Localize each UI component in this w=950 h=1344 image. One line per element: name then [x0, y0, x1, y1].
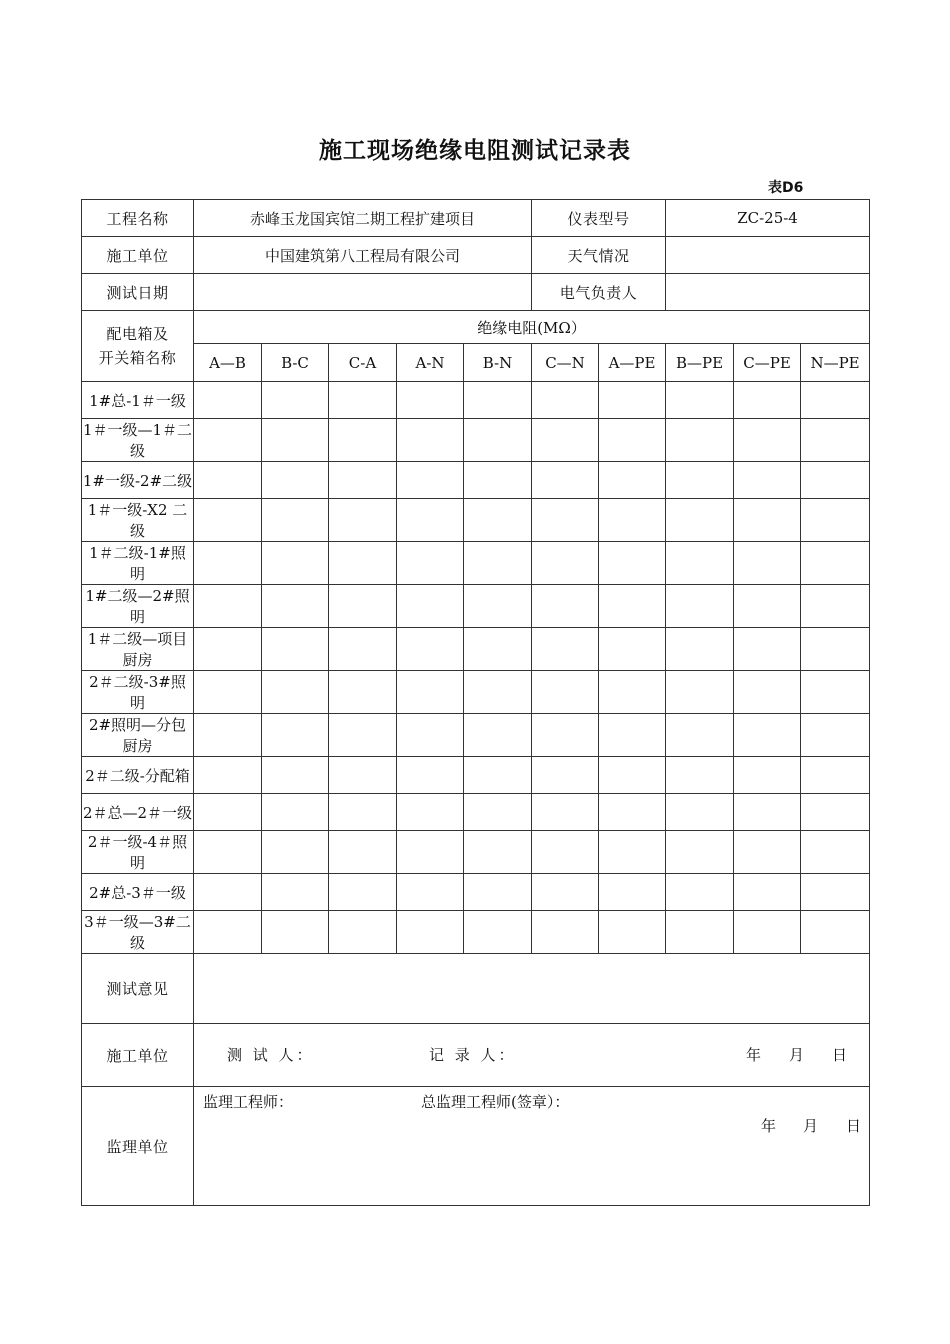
- resistance-cell[interactable]: [666, 542, 734, 585]
- resistance-cell[interactable]: [801, 419, 870, 462]
- resistance-cell[interactable]: [262, 911, 329, 954]
- resistance-cell[interactable]: [801, 874, 870, 911]
- construction-day: 日: [832, 1046, 848, 1064]
- test-date-row: [82, 274, 870, 311]
- resistance-header-row: [82, 311, 870, 344]
- resistance-cell[interactable]: [599, 714, 666, 757]
- resistance-cell[interactable]: [464, 831, 532, 874]
- resistance-cell[interactable]: [599, 831, 666, 874]
- box-name-cell: 2＃一级-4＃照明: [82, 831, 194, 874]
- resistance-cell[interactable]: [532, 419, 599, 462]
- box-name-cell: 1#一级-2#二级: [82, 462, 194, 499]
- col-header: A—PE: [599, 344, 666, 382]
- table-row: [82, 542, 870, 585]
- resistance-cell[interactable]: [599, 911, 666, 954]
- resistance-cell[interactable]: [532, 628, 599, 671]
- col-header: B—PE: [666, 344, 734, 382]
- resistance-cell[interactable]: [329, 714, 397, 757]
- resistance-cell[interactable]: [397, 382, 464, 419]
- resistance-cell[interactable]: [532, 671, 599, 714]
- resistance-cell[interactable]: [734, 794, 801, 831]
- box-name-cell: 1#总-1＃一级: [82, 382, 194, 419]
- resistance-cell[interactable]: [666, 874, 734, 911]
- resistance-cell[interactable]: [599, 499, 666, 542]
- resistance-cell[interactable]: [397, 757, 464, 794]
- construction-month: 月: [789, 1046, 805, 1064]
- resistance-cell[interactable]: [532, 757, 599, 794]
- box-name-header: [82, 311, 194, 382]
- electrical-lead-field[interactable]: [666, 274, 870, 311]
- resistance-cell[interactable]: [532, 874, 599, 911]
- resistance-cell[interactable]: [801, 911, 870, 954]
- resistance-cell[interactable]: [262, 585, 329, 628]
- resistance-cell[interactable]: [329, 911, 397, 954]
- resistance-cell[interactable]: [734, 757, 801, 794]
- box-name-cell: 1＃一级—1＃二级: [82, 419, 194, 462]
- col-header: C-A: [329, 344, 397, 382]
- resistance-cell[interactable]: [194, 542, 262, 585]
- resistance-cell[interactable]: [734, 542, 801, 585]
- table-row: [82, 382, 870, 419]
- construction-unit-label: 施工单位: [82, 237, 194, 274]
- resistance-cell[interactable]: [734, 831, 801, 874]
- resistance-cell[interactable]: [329, 462, 397, 499]
- resistance-cell[interactable]: [262, 757, 329, 794]
- resistance-cell[interactable]: [599, 462, 666, 499]
- resistance-cell[interactable]: [801, 794, 870, 831]
- project-name-field[interactable]: 赤峰玉龙国宾馆二期工程扩建项目: [194, 200, 532, 237]
- resistance-cell[interactable]: [666, 382, 734, 419]
- project-name-label: 工程名称: [82, 200, 194, 237]
- resistance-cell[interactable]: [329, 671, 397, 714]
- resistance-cell[interactable]: [194, 382, 262, 419]
- resistance-cell[interactable]: [262, 419, 329, 462]
- resistance-cell[interactable]: [194, 628, 262, 671]
- resistance-cell[interactable]: [464, 462, 532, 499]
- resistance-cell[interactable]: [194, 462, 262, 499]
- construction-unit-row: [82, 237, 870, 274]
- box-name-header-line2: 开关箱名称: [98, 349, 177, 367]
- resistance-cell[interactable]: [329, 542, 397, 585]
- resistance-cell[interactable]: [666, 499, 734, 542]
- resistance-cell[interactable]: [194, 874, 262, 911]
- box-name-cell: 1＃二级—项目厨房: [82, 628, 194, 671]
- construction-sign-label: 施工单位: [82, 1024, 194, 1087]
- resistance-cell[interactable]: [397, 628, 464, 671]
- resistance-cell[interactable]: [599, 419, 666, 462]
- resistance-cell[interactable]: [194, 671, 262, 714]
- resistance-cell[interactable]: [734, 585, 801, 628]
- resistance-cell[interactable]: [397, 794, 464, 831]
- test-date-label: 测试日期: [82, 274, 194, 311]
- construction-sign-field[interactable]: [194, 1024, 870, 1087]
- table-row: [82, 462, 870, 499]
- phase-header-row: [82, 344, 870, 382]
- table-row: [82, 714, 870, 757]
- resistance-cell[interactable]: [666, 462, 734, 499]
- resistance-cell[interactable]: [734, 911, 801, 954]
- resistance-cell[interactable]: [801, 499, 870, 542]
- box-name-cell: 2#总-3＃一级: [82, 874, 194, 911]
- supervising-engineer-label: 监理工程师：: [203, 1093, 294, 1111]
- resistance-cell[interactable]: [532, 382, 599, 419]
- resistance-cell[interactable]: [397, 911, 464, 954]
- resistance-cell[interactable]: [397, 671, 464, 714]
- box-name-cell: 1＃二级-1#照明: [82, 542, 194, 585]
- resistance-cell[interactable]: [801, 585, 870, 628]
- table-row: [82, 419, 870, 462]
- resistance-cell[interactable]: [194, 831, 262, 874]
- box-name-cell: 2＃二级-分配箱: [82, 757, 194, 794]
- resistance-cell[interactable]: [532, 462, 599, 499]
- resistance-cell[interactable]: [801, 671, 870, 714]
- resistance-cell[interactable]: [262, 831, 329, 874]
- resistance-cell[interactable]: [464, 585, 532, 628]
- table-row: [82, 794, 870, 831]
- resistance-cell[interactable]: [532, 831, 599, 874]
- weather-label: 天气情况: [532, 237, 666, 274]
- resistance-cell[interactable]: [329, 382, 397, 419]
- table-row: [82, 499, 870, 542]
- resistance-cell[interactable]: [666, 671, 734, 714]
- resistance-cell[interactable]: [734, 382, 801, 419]
- resistance-cell[interactable]: [464, 542, 532, 585]
- resistance-cell[interactable]: [464, 671, 532, 714]
- construction-unit-field[interactable]: 中国建筑第八工程局有限公司: [194, 237, 532, 274]
- resistance-cell[interactable]: [666, 831, 734, 874]
- supervision-sign-field[interactable]: [194, 1087, 870, 1206]
- resistance-cell[interactable]: [262, 499, 329, 542]
- resistance-cell[interactable]: [194, 757, 262, 794]
- resistance-cell[interactable]: [329, 419, 397, 462]
- col-header: B-C: [262, 344, 329, 382]
- table-row: [82, 671, 870, 714]
- box-name-cell: 2＃总—2＃一级: [82, 794, 194, 831]
- recorder-label: 记 录 人：: [429, 1046, 517, 1064]
- resistance-cell[interactable]: [262, 542, 329, 585]
- resistance-cell[interactable]: [464, 499, 532, 542]
- col-header: N—PE: [801, 344, 870, 382]
- opinion-row: [82, 954, 870, 1024]
- page-title: 施工现场绝缘电阻测试记录表: [319, 138, 631, 164]
- supervision-sign-row: [82, 1087, 870, 1206]
- table-row: [82, 628, 870, 671]
- resistance-cell[interactable]: [801, 382, 870, 419]
- resistance-cell[interactable]: [532, 714, 599, 757]
- resistance-cell[interactable]: [666, 757, 734, 794]
- resistance-cell[interactable]: [262, 714, 329, 757]
- resistance-cell[interactable]: [734, 714, 801, 757]
- record-table: [81, 199, 870, 1206]
- resistance-cell[interactable]: [329, 757, 397, 794]
- resistance-cell[interactable]: [397, 874, 464, 911]
- supervision-day: 日: [846, 1117, 862, 1135]
- box-name-cell: 2＃二级-3#照明: [82, 671, 194, 714]
- resistance-cell[interactable]: [397, 499, 464, 542]
- resistance-cell[interactable]: [194, 911, 262, 954]
- resistance-cell[interactable]: [801, 757, 870, 794]
- table-row: [82, 874, 870, 911]
- resistance-cell[interactable]: [262, 794, 329, 831]
- resistance-cell[interactable]: [666, 419, 734, 462]
- resistance-cell[interactable]: [262, 382, 329, 419]
- resistance-cell[interactable]: [801, 714, 870, 757]
- resistance-cell[interactable]: [397, 542, 464, 585]
- tester-label: 测 试 人：: [227, 1046, 315, 1064]
- resistance-cell[interactable]: [464, 419, 532, 462]
- resistance-cell[interactable]: [464, 628, 532, 671]
- table-row: [82, 757, 870, 794]
- instrument-model-label: 仪表型号: [532, 200, 666, 237]
- resistance-cell[interactable]: [397, 419, 464, 462]
- resistance-cell[interactable]: [532, 794, 599, 831]
- resistance-cell[interactable]: [734, 628, 801, 671]
- resistance-cell[interactable]: [397, 714, 464, 757]
- resistance-cell[interactable]: [801, 462, 870, 499]
- box-name-cell: 1＃一级-X2 二级: [82, 499, 194, 542]
- supervision-month: 月: [803, 1117, 819, 1135]
- box-name-header-line1: 配电箱及: [106, 325, 169, 343]
- resistance-cell[interactable]: [801, 628, 870, 671]
- resistance-cell[interactable]: [599, 542, 666, 585]
- weather-field[interactable]: [666, 237, 870, 274]
- opinion-field[interactable]: [194, 954, 870, 1024]
- construction-year: 年: [746, 1046, 762, 1064]
- resistance-cell[interactable]: [666, 628, 734, 671]
- resistance-cell[interactable]: [464, 382, 532, 419]
- resistance-cell[interactable]: [599, 628, 666, 671]
- box-name-cell: 3＃一级—3#二级: [82, 911, 194, 954]
- resistance-cell[interactable]: [666, 714, 734, 757]
- construction-sign-row: [82, 1024, 870, 1087]
- resistance-cell[interactable]: [194, 794, 262, 831]
- test-date-field[interactable]: [194, 274, 532, 311]
- resistance-cell[interactable]: [599, 671, 666, 714]
- resistance-cell[interactable]: [599, 794, 666, 831]
- resistance-cell[interactable]: [397, 831, 464, 874]
- box-name-cell: 2#照明—分包厨房: [82, 714, 194, 757]
- resistance-cell[interactable]: [464, 911, 532, 954]
- resistance-cell[interactable]: [599, 382, 666, 419]
- col-header: C—PE: [734, 344, 801, 382]
- resistance-cell[interactable]: [734, 874, 801, 911]
- resistance-cell[interactable]: [194, 419, 262, 462]
- resistance-cell[interactable]: [532, 499, 599, 542]
- resistance-cell[interactable]: [801, 542, 870, 585]
- data-rows: [82, 382, 870, 954]
- col-header: A—B: [194, 344, 262, 382]
- resistance-cell[interactable]: [262, 671, 329, 714]
- table-row: [82, 831, 870, 874]
- resistance-cell[interactable]: [329, 628, 397, 671]
- supervision-year: 年: [761, 1117, 777, 1135]
- resistance-cell[interactable]: [329, 794, 397, 831]
- resistance-cell[interactable]: [194, 585, 262, 628]
- resistance-cell[interactable]: [532, 585, 599, 628]
- resistance-cell[interactable]: [329, 874, 397, 911]
- table-row: [82, 911, 870, 954]
- resistance-cell[interactable]: [464, 794, 532, 831]
- col-header: C—N: [532, 344, 599, 382]
- resistance-cell[interactable]: [666, 911, 734, 954]
- resistance-cell[interactable]: [194, 499, 262, 542]
- resistance-cell[interactable]: [464, 714, 532, 757]
- resistance-cell[interactable]: [734, 671, 801, 714]
- resistance-cell[interactable]: [194, 714, 262, 757]
- electrical-lead-label: 电气负责人: [532, 274, 666, 311]
- resistance-cell[interactable]: [599, 585, 666, 628]
- project-name-row: [82, 200, 870, 237]
- resistance-cell[interactable]: [329, 585, 397, 628]
- resistance-cell[interactable]: [734, 462, 801, 499]
- chief-engineer-label: 总监理工程师(签章）：: [421, 1093, 570, 1111]
- resistance-cell[interactable]: [329, 831, 397, 874]
- resistance-cell[interactable]: [464, 874, 532, 911]
- resistance-cell[interactable]: [734, 499, 801, 542]
- resistance-cell[interactable]: [532, 542, 599, 585]
- resistance-cell[interactable]: [801, 831, 870, 874]
- opinion-label: 测试意见: [82, 954, 194, 1024]
- resistance-cell[interactable]: [599, 874, 666, 911]
- resistance-cell[interactable]: [262, 628, 329, 671]
- table-row: [82, 585, 870, 628]
- supervision-sign-label: 监理单位: [82, 1087, 194, 1206]
- resistance-cell[interactable]: [397, 462, 464, 499]
- resistance-cell[interactable]: [262, 874, 329, 911]
- resistance-cell[interactable]: [329, 499, 397, 542]
- resistance-cell[interactable]: [397, 585, 464, 628]
- resistance-cell[interactable]: [599, 757, 666, 794]
- resistance-cell[interactable]: [666, 794, 734, 831]
- resistance-header: 绝缘电阻(MΩ）: [194, 311, 870, 344]
- instrument-model-field[interactable]: ZC-25-4: [666, 200, 870, 237]
- col-header: A-N: [397, 344, 464, 382]
- resistance-cell[interactable]: [532, 911, 599, 954]
- col-header: B-N: [464, 344, 532, 382]
- form-code: 表D6: [768, 180, 804, 196]
- resistance-cell[interactable]: [262, 462, 329, 499]
- resistance-cell[interactable]: [666, 585, 734, 628]
- resistance-cell[interactable]: [734, 419, 801, 462]
- box-name-cell: 1#二级—2#照明: [82, 585, 194, 628]
- resistance-cell[interactable]: [464, 757, 532, 794]
